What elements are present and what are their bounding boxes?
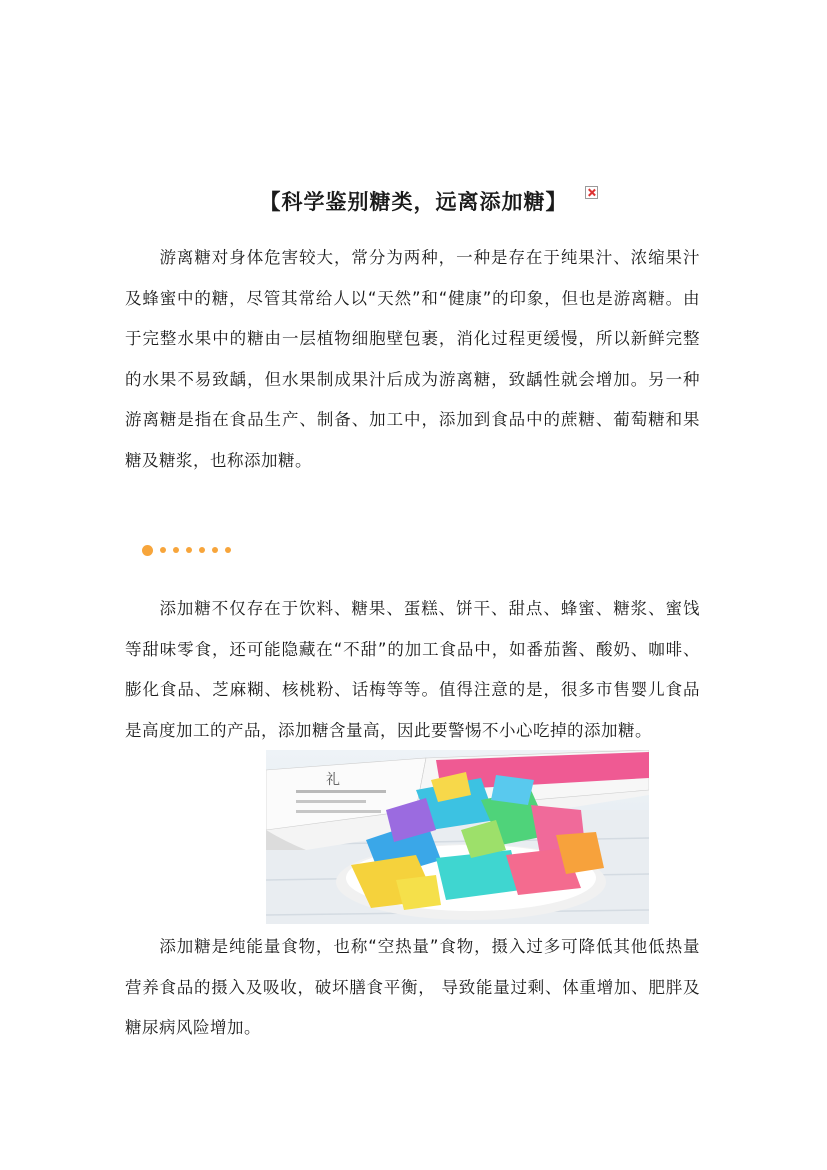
broken-image-icon [585,186,598,199]
page-title: 【科学鉴别糖类，远离添加糖】 [259,190,568,214]
paragraph-empty-calories [125,927,700,1049]
divider-dot [199,547,205,553]
divider-dot [160,547,166,553]
paragraph-text: 添加糖不仅存在于饮料、糖果、蛋糕、饼干、甜点、蜂蜜、糖浆、蜜饯等甜味零食，还可能隐藏在“不甜”的加工食品中，如番茄酱、酸奶、咖啡、膨化食品、芝麻糊、核桃粉、话梅等等。值得注意的是，很多市售婴儿食品是高度加工的产品，添加糖含量高，因此要警惕不小心吃掉的添加糖。 [125,599,700,740]
divider-dot [142,545,153,556]
paragraph-free-sugar [125,238,700,481]
paragraph-text: 添加糖是纯能量食物，也称“空热量”食物，摄入过多可降低其他低热量营养食品的摄入及吸收，破坏膳食平衡， 导致能量过剩、体重增加、肥胖及糖尿病风险增加。 [125,937,700,1037]
paragraph-text: 游离糖对身体危害较大，常分为两种，一种是存在于纯果汁、浓缩果汁及蜂蜜中的糖，尽管其常给人以“天然”和“健康”的印象，但也是游离糖。由于完整水果中的糖由一层植物细胞壁包裹，消化过程更缓慢，所以新鲜完整的水果不易致龋，但水果制成果汁后成为游离糖，致龋性就会增加。另一种游离糖是指在食品生产、制备、加工中，添加到食品中的蔗糖、葡萄糖和果糖及糖浆，也称添加糖。 [125,248,700,470]
paragraph-added-sugar-sources [125,589,700,751]
divider-dot [173,547,179,553]
divider-dot [186,547,192,553]
divider-dot [225,547,231,553]
magazine-text: 礼 [326,772,340,788]
candy-plate-photo [266,750,649,924]
candy-plate-illustration [266,750,649,924]
decorative-dots-divider [142,544,238,556]
divider-dot [212,547,218,553]
